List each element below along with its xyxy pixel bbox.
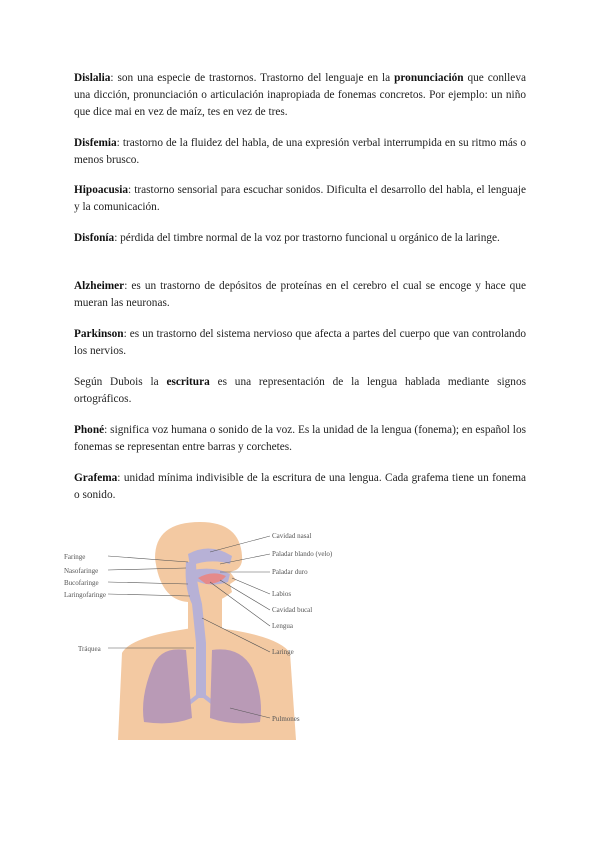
- label-nasofaringe: Nasofaringe: [64, 567, 99, 575]
- label-laringe: Laringe: [272, 648, 294, 656]
- term-pronunciacion: pronunciación: [394, 72, 464, 84]
- label-cavidad-bucal: Cavidad bucal: [272, 606, 313, 614]
- intro-text: Según Dubois la: [74, 376, 167, 388]
- label-pulmones: Pulmones: [272, 715, 300, 723]
- paragraph-alzheimer: [74, 278, 526, 312]
- label-bucofaringe: Bucofaringe: [64, 579, 99, 587]
- paragraph-hipoacusia: [74, 182, 526, 216]
- term-dislalia: Dislalia: [74, 72, 111, 84]
- paragraph-phone: [74, 422, 526, 456]
- definition-text: : unidad mínima indivisible de la escritura de una lengua. Cada grafema tiene un fonema o sonido.: [74, 472, 526, 501]
- label-traquea: Tráquea: [78, 645, 101, 653]
- vocal-tract-illustration: [60, 518, 360, 740]
- definition-text: : trastorno sensorial para escuchar sonidos. Dificulta el desarrollo del habla, el lenguaje y la comunicación.: [74, 184, 526, 213]
- term-hipoacusia: Hipoacusia: [74, 184, 128, 196]
- label-lengua: Lengua: [272, 622, 293, 630]
- term-grafema: Grafema: [74, 472, 118, 484]
- label-laringofaringe: Laringofaringe: [64, 591, 106, 599]
- term-disfonia: Disfonía: [74, 232, 115, 244]
- label-cavidad-nasal: Cavidad nasal: [272, 532, 312, 540]
- label-paladar-duro: Paladar duro: [272, 568, 308, 576]
- vocal-tract-diagram: [60, 518, 360, 740]
- paragraph-dislalia: [74, 70, 526, 121]
- definition-text: : pérdida del timbre normal de la voz por trastorno funcional u orgánico de la laringe.: [114, 232, 500, 244]
- paragraph-escritura: [74, 374, 526, 408]
- label-paladar-blando: Paladar blando (velo): [272, 550, 333, 558]
- term-disfemia: Disfemia: [74, 137, 117, 149]
- definition-text: : son una especie de trastornos. Trastorno del lenguaje en la: [110, 72, 395, 84]
- definition-text: : trastorno de la fluidez del habla, de una expresión verbal interrumpida en su ritmo más o menos brusco.: [74, 137, 526, 166]
- term-alzheimer: Alzheimer: [74, 280, 125, 292]
- paragraph-disfemia: [74, 135, 526, 169]
- term-parkinson: Parkinson: [74, 328, 124, 340]
- definition-text: : es un trastorno de depósitos de proteínas en el cerebro el cual se encoge y hace que mueran las neuronas.: [74, 280, 526, 309]
- paragraph-disfonia: [74, 230, 526, 247]
- paragraph-parkinson: [74, 326, 526, 360]
- definition-text: que conlleva una dicción, pronunciación o articulación inapropiada de fonemas concretos. Por ejemplo: un niño que dice mai en vez de maíz, tes en vez de tres.: [74, 72, 526, 118]
- paragraph-grafema: [74, 470, 526, 504]
- definition-text: es una representación de la lengua hablada mediante signos ortográficos.: [74, 376, 526, 405]
- definition-text: : significa voz humana o sonido de la voz. Es la unidad de la lengua (fonema); en español los fonemas se representan entre barras y corchetes.: [74, 424, 526, 453]
- definition-text: : es un trastorno del sistema nervioso que afecta a partes del cuerpo que van controlando los nervios.: [74, 328, 526, 357]
- term-phone: Phoné: [74, 424, 105, 436]
- label-faringe: Faringe: [64, 553, 86, 561]
- term-escritura: escritura: [166, 376, 210, 388]
- label-labios: Labios: [272, 590, 292, 598]
